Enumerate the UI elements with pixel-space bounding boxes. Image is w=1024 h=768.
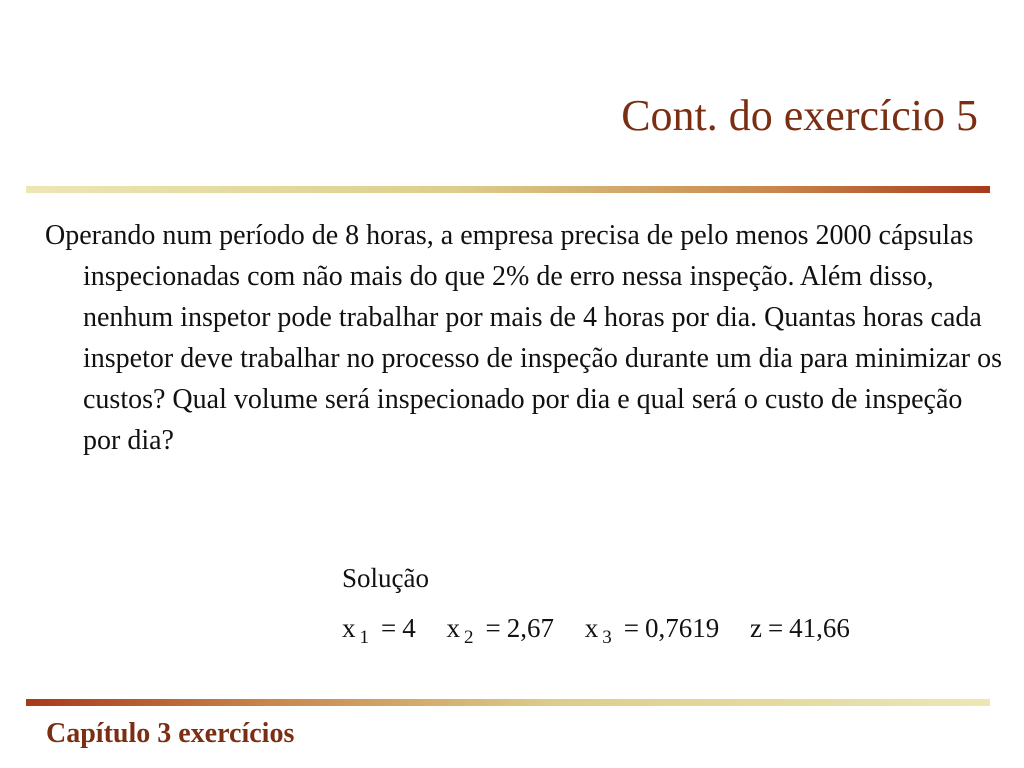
solution-var: x (342, 613, 356, 643)
solution-operator: = (767, 613, 784, 643)
solution-term-z (750, 612, 850, 644)
solution-value: 4 (402, 613, 416, 643)
slide-title: Cont. do exercício 5 (621, 91, 978, 140)
solution-var: z (749, 613, 762, 643)
solution-subscript: 3 (602, 627, 612, 648)
solution-operator: = (485, 613, 501, 643)
solution-var: x (446, 613, 460, 643)
solution-term-x1 (342, 612, 416, 650)
solution-operator: = (381, 613, 397, 643)
solution-equations (342, 612, 850, 650)
solution-term-x2 (446, 612, 553, 650)
solution-term-x3 (585, 612, 719, 650)
solution-value: 41,66 (789, 613, 850, 643)
bottom-divider (26, 699, 990, 706)
solution-subscript: 2 (463, 627, 474, 648)
exercise-text: Operando num período de 8 horas, a empresa precisa de pelo menos 2000 cápsulas inspecionadas com não mais do que 2% de erro nessa inspeção. Além disso, nenhum inspetor pode trabalhar por mais de 4 horas por dia. Quantas horas cada inspetor deve trabalhar no processo de inspeção durante um dia para minimizar os custos? Qual volume será inspecionado por dia e qual será o custo de inspeção por dia? (45, 220, 1003, 456)
solution-value: 2,67 (506, 613, 554, 643)
solution-value: 0,7619 (644, 613, 720, 643)
solution-var: x (584, 613, 599, 643)
solution-operator: = (623, 613, 639, 643)
solution-subscript: 1 (359, 627, 369, 648)
top-divider (26, 186, 990, 193)
footer-chapter-label: Capítulo 3 exercícios (46, 718, 295, 749)
solution-label: Solução (342, 563, 429, 593)
